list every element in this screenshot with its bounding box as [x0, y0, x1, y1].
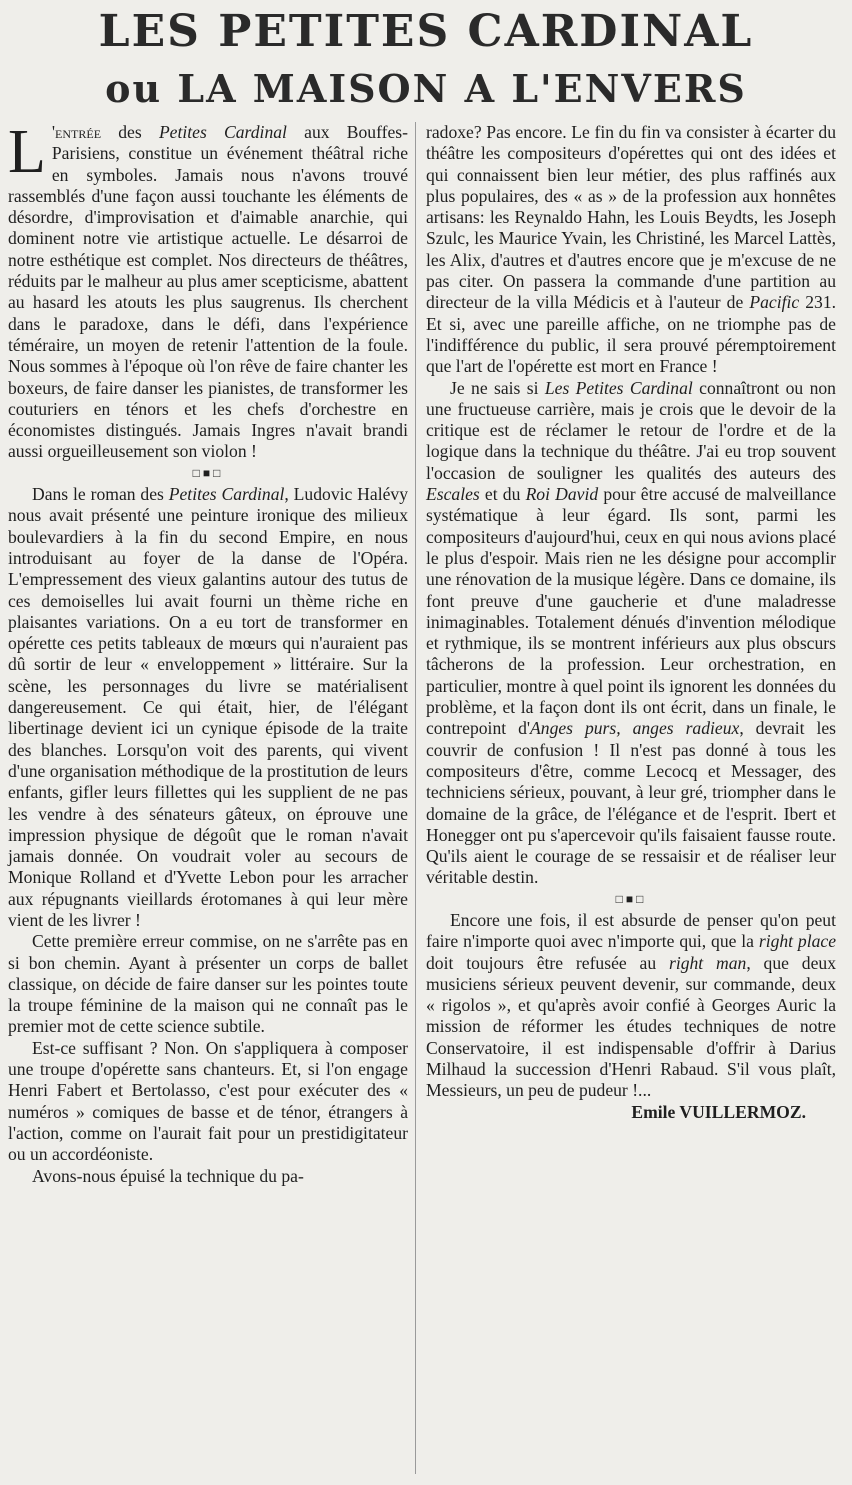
headline: LES PETITES CARDINAL — [98, 6, 754, 57]
paragraph-5-start: Avons-nous épuisé la technique du pa- — [32, 1165, 304, 1186]
paragraph-2: Dans le roman des Petites Cardinal, Ludovic Halévy nous avait présenté une peinture ironique des milieux boulevardiers à la fin du second Empire, en nous introduisant au foyer de la danse de l'Opéra. L'empressement des vieux galantins autour des tutus de ces demoiselles lui avait fourni un thème riche en plaisantes variations. On a eu tort de transformer en opérette ces petits tableaux de mœurs qui n'auraient pas dû sortir de leur « enveloppement » littéraire. Sur la scène, les personnages du livre se matérialisent dangereusement. Ce qui était, hier, de l'élégant libertinage devient ici un cynique épisode de la traite des blanches. Lorsqu'on voit des parents, qui vivent d'une organisation méthodique de la prostitution de leurs enfants, gifler leurs fillettes qui les supplient de ne pas les vendre à des sénateurs gâteux, on éprouve une impression physique de dégoût que le roman n'avait jamais donnée. On voudrait voler au secours de Monique Rolland et d'Yvette Lebon pour les arracher aux répugnants vieillards érotomanes à qui leur mère vient de les livrer ! — [8, 484, 408, 930]
paragraph-6: Je ne sais si Les Petites Cardinal connaîtront ou non une fructueuse carrière, mais je crois que le devoir de la critique est de réclamer le retour de l'ordre et de la logique dans la technique du théâtre. J'ai eu trop souvent l'occasion de souligner les qualités des auteurs des Escales et du Roi David pour être accusé de malveillance systématique à leur égard. Ils sont, parmi les compositeurs d'aujourd'hui, ceux en qui nous avions placé le plus d'espoir. Mais rien ne les désigne pour accomplir une rénovation de la musique légère. Dans ce domaine, ils font preuve d'une gaucherie et d'une maladresse inimaginables. Totalement dénués d'invention mélodique et rythmique, ils se montrent inférieurs aux plus obscurs tâcherons de la profession. Leur orchestration, en particulier, montre à quel point ils ignorent les données du problème, et la façon dont ils ont écrit, dans un finale, le contrepoint d'Anges purs, anges radieux, devrait les couvrir de confusion ! Il n'est pas donné à tous les compositeurs d'être, comme Lecocq et Messager, des techniciens sérieux, pouvant, à leur gré, triompher dans le domaine de la grâce, de l'élégance et de l'esprit. Ibert et Honegger ont pu s'apercevoir qu'ils faisaient fausse route. Qu'ils aient le courage de se ressaisir et de réaliser leur véritable destin. — [426, 377, 837, 888]
right-column — [426, 122, 836, 1123]
paragraph-4: Est-ce suffisant ? Non. On s'appliquera à composer une troupe d'opérette sans chanteurs. Et, si l'on engage Henri Fabert et Bertolasso, c'est pour exécuter des « numéros » comiques de basse et de ténor, étrangers à l'action, comme on l'aurait fait pour un prestidigitateur ou un accordéoniste. — [8, 1037, 408, 1165]
left-column — [8, 118, 408, 1187]
paragraph-5-continued: radoxe? Pas encore. Le fin du fin va consister à écarter du théâtre les compositeurs d'opérettes qui ont des idées et qui connaissent bien leur métier, des plus raffinés aux plus populaires, des « as » de la profession aux honnêtes artisans: les Reynaldo Hahn, les Louis Beydts, les Joseph Szulc, les Maurice Yvain, les Christiné, les Marcel Lattès, les Alix, d'autres et d'autres encore que je m'excuse de ne pas citer. On passera la commande d'une partition au directeur de la villa Médicis et à l'auteur de Pacific 231. Et si, avec une pareille affiche, on ne triomphe pas de l'indifférence du public, il sera prouvé péremptoirement que l'art de l'opérette est mort en France ! — [426, 122, 837, 377]
section-separator: □■□ — [192, 465, 224, 480]
paragraph-7: Encore une fois, il est absurde de penser qu'on peut faire n'importe quoi avec n'importe qui, que la right place doit toujours être refusée au right man, que deux musiciens sérieux peuvent devenir, sur commande, deux « rigolos », et qu'après avoir confié à Georges Auric la mission de réformer les études techniques de notre Conservatoire, il est indispensable d'offrir à Darius Milhaud la succession d'Henri Rabaud. S'il vous plaît, Messieurs, un peu de pudeur !... — [426, 909, 837, 1101]
drop-cap: L — [8, 118, 46, 186]
subheadline: ou LA MAISON A L'ENVERS — [105, 66, 747, 111]
paragraph-3: Cette première erreur commise, on ne s'arrête pas en si bon chemin. Ayant à présenter un corps de ballet classique, on décide de faire danser sur les pointes toute la troupe féminine de la maison qui ne connaît pas le premier mot de cette science subtile. — [8, 931, 408, 1037]
author-signature: Emile VUILLERMOZ. — [631, 1101, 806, 1122]
paragraph-1: L 'entrée des Petites Cardinal aux Bouffes-Parisiens, constitue un événement théâtral riche en symboles. Jamais nous n'avons trouvé rassemblés d'une façon aussi touchante les éléments de désordre, d'improvisation et d'aimable anarchie, qui dominent notre vie artistique actuelle. Le désarroi de notre esthétique est complet. Nos directeurs de théâtres, réduits par le malheur au plus amer scepticisme, abattent au hasard les atouts les plus saugrenus. Ils cherchent dans le paradoxe, dans le défi, dans l'expérience téméraire, un moyen de retenir l'attention de la foule. Nous sommes à l'époque où l'on rêve de faire chanter les boxeurs, de faire danser les pianistes, de transformer les couturiers en ténors et les chefs d'orchestre en économistes distingués. Jamais Ingres n'avait brandi aussi orgueilleusement son violon ! — [8, 118, 408, 462]
column-divider — [415, 122, 416, 1474]
section-separator: □■□ — [615, 891, 647, 906]
